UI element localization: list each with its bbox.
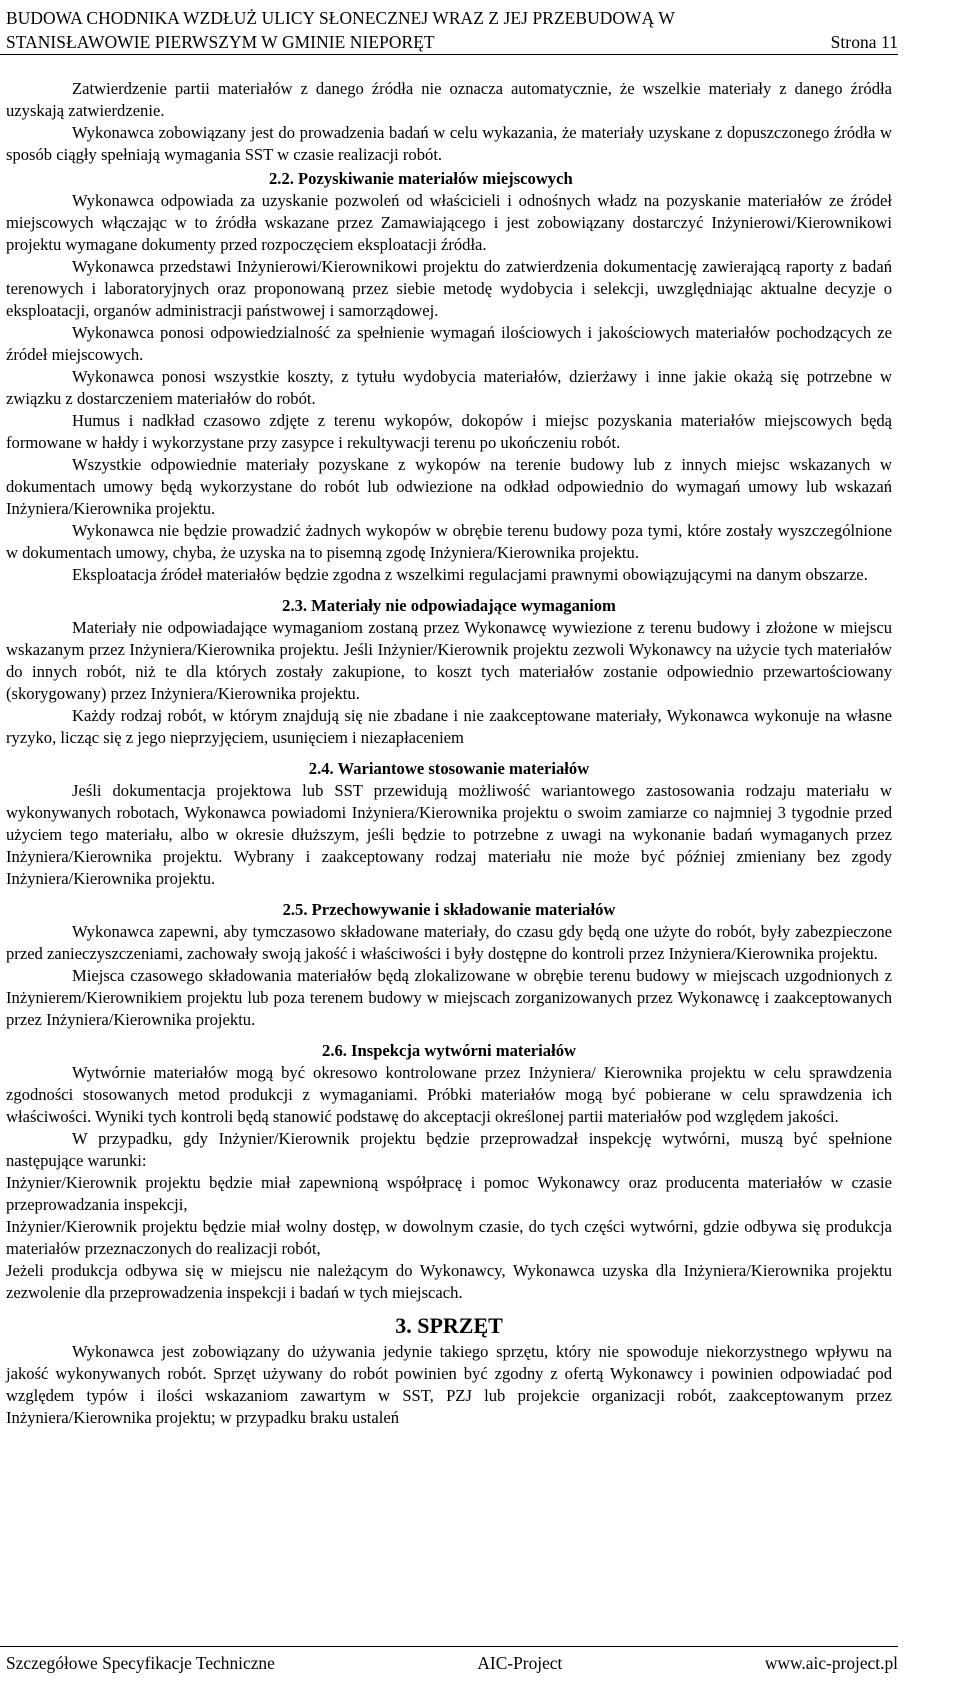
paragraph: Wytwórnie materiałów mogą być okresowo kontrolowane przez Inżyniera/ Kierownika projektu w celu sprawdzenia zgodności stosowanych metod produkcji z wymaganiami. Próbki materiałów mogą być pobierane w celu sprawdzenia ich właściwości. Wyniki tych kontroli będą stanowić podstawę do akceptacji określonej partii materiałów pod względem jakości. xyxy=(6,1063,892,1126)
paragraph: Humus i nadkład czasowo zdjęte z terenu wykopów, dokopów i miejsc pozyskania materiałów miejscowych będą formowane w hałdy i wykorzystane przy zasypce i rekultywacji terenu po ukończeniu robót. xyxy=(6,411,892,452)
paragraph: Zatwierdzenie partii materiałów z danego źródła nie oznacza automatycznie, że wszelkie materiały z danego źródła uzyskają zatwierdzenie. xyxy=(6,79,892,120)
paragraph: Eksploatacja źródeł materiałów będzie zgodna z wszelkimi regulacjami prawnymi obowiązującymi na danym obszarze. xyxy=(72,565,868,584)
page-number: Strona 11 xyxy=(830,32,898,52)
paragraph: Miejsca czasowego składowania materiałów będą zlokalizowane w obrębie terenu budowy w miejscach uzgodnionych z Inżynierem/Kierownikiem projektu lub poza terenem budowy w miejscach zorganizowanych przez Wykonawcę i zaakceptowanych przez Inżyniera/Kierownika projektu. xyxy=(6,966,892,1029)
section-heading-2-2: 2.2. Pozyskiwanie materiałów miejscowych xyxy=(269,169,573,188)
paragraph: Wykonawca odpowiada za uzyskanie pozwoleń od właścicieli i odnośnych władz na pozyskanie materiałów ze źródeł miejscowych włączając w to źródła wskazane przez Zamawiającego i jest zobowiązany dostarczyć Inżynierowi/Kierownikowi projektu wymagane dokumenty przed rozpoczęciem eksploatacji źródła. xyxy=(6,191,892,254)
section-heading-2-5: 2.5. Przechowywanie i składowanie materiałów xyxy=(282,900,616,919)
chapter-heading-3: 3. SPRZĘT xyxy=(395,1313,503,1338)
paragraph: Wykonawca przedstawi Inżynierowi/Kierownikowi projektu do zatwierdzenia dokumentację zawierającą raporty z badań terenowych i laboratoryjnych oraz proponowaną przez siebie metodę wydobycia i selekcji, uwzględniając aktualne decyzje o eksploatacji, organów administracji państwowej i samorządowej. xyxy=(6,257,892,320)
paragraph: Wykonawca jest zobowiązany do używania jedynie takiego sprzętu, który nie spowoduje niekorzystnego wpływu na jakość wykonywanych robót. Sprzęt używany do robót powinien być zgodny z ofertą Wykonawcy i powinien odpowiadać pod względem typów i ilości wskazaniom zawartym w SST, PZJ lub projekcie organizacji robót, zaakceptowanym przez Inżyniera/Kierownika projektu; w przypadku braku ustaleń xyxy=(6,1342,892,1427)
paragraph: W przypadku, gdy Inżynier/Kierownik projektu będzie przeprowadzał inspekcję wytwórni, muszą być spełnione następujące warunki: xyxy=(6,1129,892,1170)
footer-company: AIC-Project xyxy=(477,1653,563,1673)
list-item: Jeżeli produkcja odbywa się w miejscu nie należącym do Wykonawcy, Wykonawca uzyska dla Inżyniera/Kierownika projektu zezwolenie dla przeprowadzenia inspekcji i badań w tych miejscach. xyxy=(6,1261,892,1302)
paragraph: Wykonawca ponosi wszystkie koszty, z tytułu wydobycia materiałów, dzierżawy i inne jakie okażą się potrzebne w związku z dostarczeniem materiałów do robót. xyxy=(6,367,892,408)
section-heading-2-4: 2.4. Wariantowe stosowanie materiałów xyxy=(308,759,590,778)
paragraph: Wykonawca nie będzie prowadzić żadnych wykopów w obrębie terenu budowy poza tymi, które zostały wyszczególnione w dokumentach umowy, chyba, że uzyska na to pisemną zgodę Inżyniera/Kierownika projektu. xyxy=(6,521,892,562)
paragraph: Wszystkie odpowiednie materiały pozyskane z wykopów na terenie budowy lub z innych miejsc wskazanych w dokumentach umowy będą wykorzystane do robót lub odwiezione na odkład odpowiednio do wymagań umowy lub wskazań Inżyniera/Kierownika projektu. xyxy=(6,455,892,518)
footer-website: www.aic-project.pl xyxy=(764,1653,898,1673)
footer-document-title: Szczegółowe Specyfikacje Techniczne xyxy=(6,1653,275,1673)
page-footer xyxy=(0,1646,898,1675)
page-header xyxy=(0,0,898,55)
header-title-line-1: BUDOWA CHODNIKA WZDŁUŻ ULICY SŁONECZNEJ WRAZ Z JEJ PRZEBUDOWĄ W xyxy=(6,8,675,28)
list-item: Inżynier/Kierownik projektu będzie miał zapewnioną współpracę i pomoc Wykonawcy oraz producenta materiałów w czasie przeprowadzania inspekcji, xyxy=(6,1173,892,1214)
paragraph: Wykonawca ponosi odpowiedzialność za spełnienie wymagań ilościowych i jakościowych materiałów pochodzących ze źródeł miejscowych. xyxy=(6,323,892,364)
paragraph: Wykonawca zobowiązany jest do prowadzenia badań w celu wykazania, że materiały uzyskane z dopuszczonego źródła w sposób ciągły spełniają wymagania SST w czasie realizacji robót. xyxy=(6,123,892,164)
paragraph: Wykonawca zapewni, aby tymczasowo składowane materiały, do czasu gdy będą one użyte do robót, były zabezpieczone przed zanieczyszczeniami, zachowały swoją jakość i właściwości i były dostępne do kontroli przez Inżyniera/Kierownika projektu. xyxy=(6,922,892,963)
header-title-line-2: STANISŁAWOWIE PIERWSZYM W GMINIE NIEPORĘT xyxy=(6,32,435,52)
paragraph: Jeśli dokumentacja projektowa lub SST przewidują możliwość wariantowego zastosowania rodzaju materiału w wykonywanych robotach, Wykonawca powiadomi Inżyniera/Kierownika projektu o swoim zamiarze co najmniej 3 tygodnie przed użyciem tego materiału, albo w okresie dłuższym, jeśli będzie to potrzebne z uwagi na wykonanie badań wymaganych przez Inżyniera/Kierownika projektu. Wybrany i zaakceptowany rodzaj materiału nie może być później zmieniany bez zgody Inżyniera/Kierownika projektu. xyxy=(6,781,892,888)
section-heading-2-6: 2.6. Inspekcja wytwórni materiałów xyxy=(322,1041,576,1060)
section-heading-2-3: 2.3. Materiały nie odpowiadające wymaganiom xyxy=(282,596,616,615)
paragraph: Każdy rodzaj robót, w którym znajdują się nie zbadane i nie zaakceptowane materiały, Wykonawca wykonuje na własne ryzyko, licząc się z jego nieprzyjęciem, usunięciem i niezapłaceniem xyxy=(6,706,892,747)
document-body xyxy=(6,78,892,1429)
list-item: Inżynier/Kierownik projektu będzie miał wolny dostęp, w dowolnym czasie, do tych części wytwórni, gdzie odbywa się produkcja materiałów przeznaczonych do realizacji robót, xyxy=(6,1217,892,1258)
paragraph: Materiały nie odpowiadające wymaganiom zostaną przez Wykonawcę wywiezione z terenu budowy i złożone w miejscu wskazanym przez Inżyniera/Kierownika projektu. Jeśli Inżynier/Kierownik projektu zezwoli Wykonawcy na użycie tych materiałów do innych robót, niż te dla których zostały zakupione, to koszt tych materiałów zostanie odpowiednio przewartościowany (skorygowany) przez Inżyniera/Kierownika projektu. xyxy=(6,618,892,703)
